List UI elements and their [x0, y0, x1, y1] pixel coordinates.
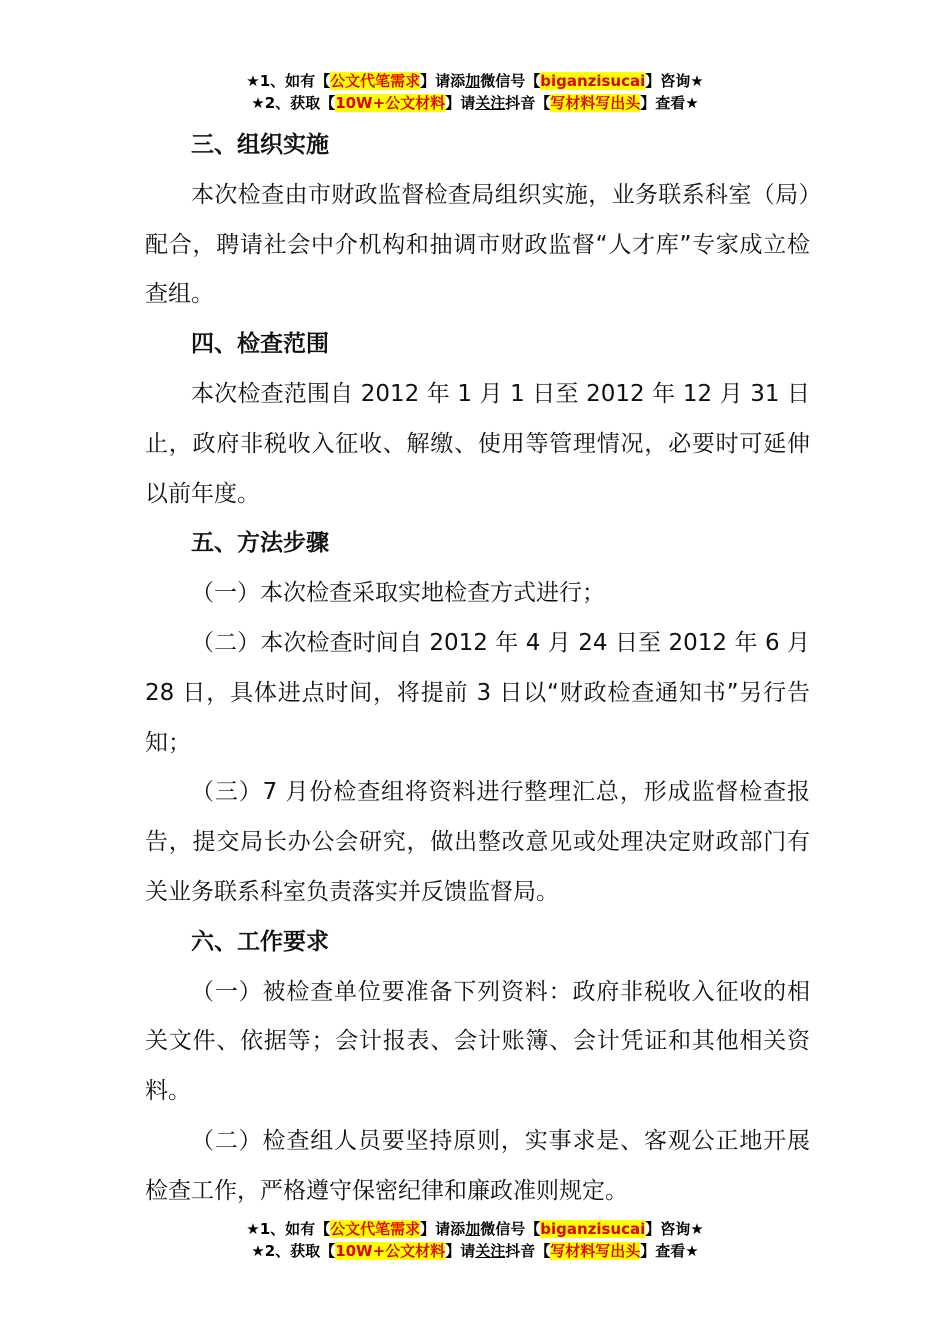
paragraph: （三）7 月份检查组将资料进行整理汇总，形成监督检查报告，提交局长办公会研究，做出整改意见或处理决定财政部门有关业务联系科室负责落实并反馈监督局。 — [145, 779, 810, 905]
promo-line-1: ★1、如有【公文代笔需求】请添加微信号【biganzisucai】咨询★ — [246, 72, 704, 90]
promo-highlight: 10W+公文材料 — [335, 1242, 446, 1260]
section-heading: 三、组织实施 — [191, 132, 329, 158]
wechat-id-highlight: biganzisucai — [540, 72, 646, 90]
promo-highlight: 公文代笔需求 — [330, 1220, 421, 1238]
section-heading: 五、方法步骤 — [191, 530, 329, 557]
paragraph: （二）检查组人员要坚持原则，实事求是、客观公正地开展检查工作，严格遵守保密纪律和廉政准则规定。 — [145, 1127, 810, 1204]
promo-line-1: ★1、如有【公文代笔需求】请添加微信号【biganzisucai】咨询★ — [246, 1220, 704, 1238]
paragraph: 本次检查由市财政监督检查局组织实施，业务联系科室（局）配合，聘请社会中介机构和抽调市财政监督“人才库”专家成立检查组。 — [145, 181, 810, 308]
document-body — [145, 121, 810, 1217]
promo-line-2: ★2、获取【10W+公文材料】请关注抖音【写材料写出头】查看★ — [251, 94, 699, 112]
promo-line-2: ★2、获取【10W+公文材料】请关注抖音【写材料写出头】查看★ — [251, 1242, 699, 1260]
douyin-id-highlight: 写材料写出头 — [550, 94, 641, 112]
paragraph: （一）被检查单位要准备下列资料：政府非税收入征收的相关文件、依据等；会计报表、会计账簿、会计凭证和其他相关资料。 — [145, 978, 810, 1105]
promo-highlight: 10W+公文材料 — [335, 94, 446, 112]
paragraph: 本次检查范围自 2012 年 1 月 1 日至 2012 年 12 月 31 日止，政府非税收入征收、解缴、使用等管理情况，必要时可延伸以前年度。 — [145, 380, 810, 507]
douyin-id-highlight: 写材料写出头 — [550, 1242, 641, 1260]
promo-highlight: 公文代笔需求 — [330, 72, 421, 90]
section-heading: 六、工作要求 — [191, 928, 329, 955]
paragraph: （二）本次检查时间自 2012 年 4 月 24 日至 2012 年 6 月 28 日，具体进点时间，将提前 3 日以“财政检查通知书”另行告知； — [145, 629, 810, 756]
wechat-id-highlight: biganzisucai — [540, 1220, 646, 1238]
promo-banner-bottom — [0, 1218, 950, 1262]
paragraph: （一）本次检查采取实地检查方式进行； — [191, 580, 605, 607]
promo-banner-top — [0, 70, 950, 114]
section-heading: 四、检查范围 — [191, 331, 329, 358]
